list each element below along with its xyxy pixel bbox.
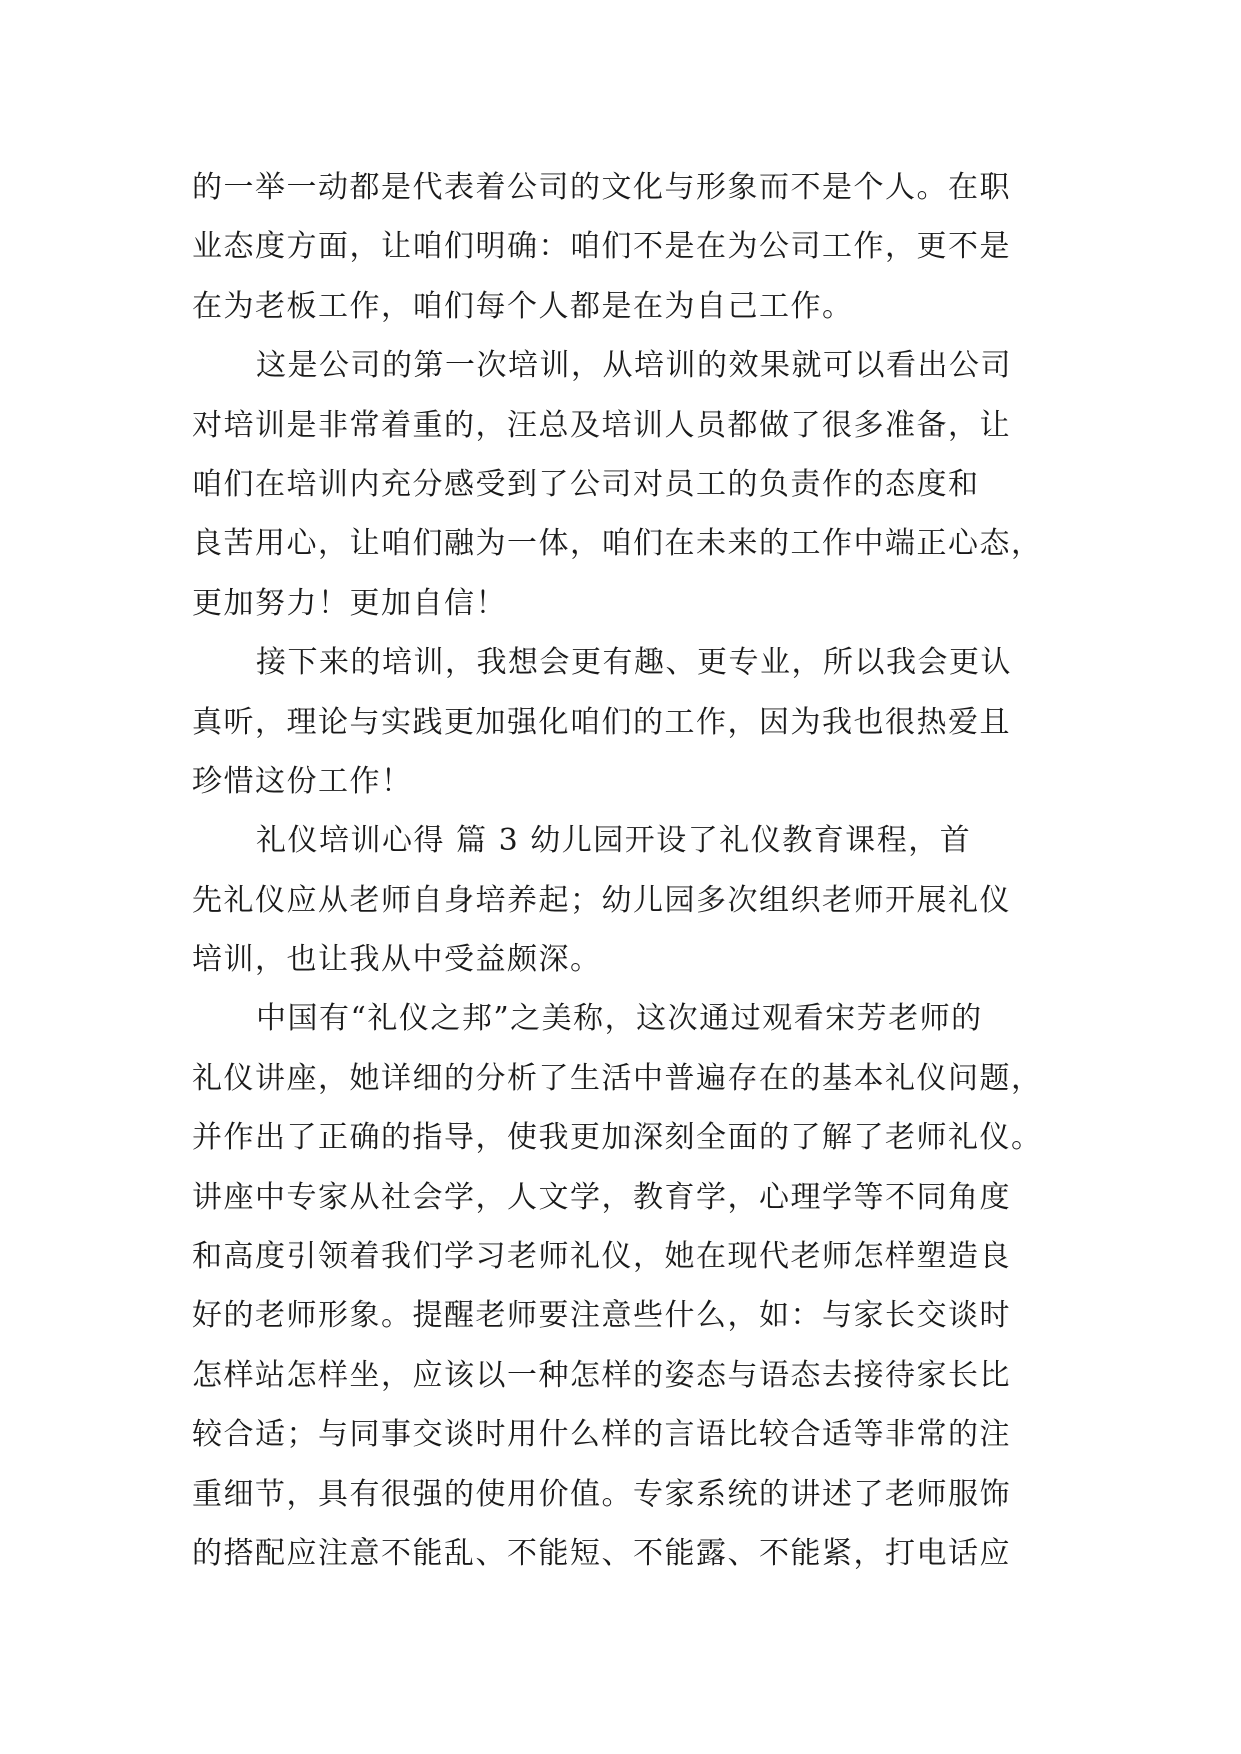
- section-heading-line: 礼仪培训心得 篇 3 幼儿园开设了礼仪教育课程，首: [256, 823, 972, 859]
- paragraph-start-line: 接下来的培训，我想会更有趣、更专业，所以我会更认: [256, 645, 1012, 681]
- text-line: 对培训是非常着重的，汪总及培训人员都做了很多准备，让: [192, 407, 1011, 443]
- body-text: [192, 158, 1052, 1583]
- text-line: 真听，理论与实践更加强化咱们的工作，因为我也很热爱且: [192, 704, 1011, 740]
- text-line: 在为老板工作，咱们每个人都是在为自己工作。: [192, 288, 854, 324]
- text-line: 怎样站怎样坐，应该以一种怎样的姿态与语态去接待家长比: [192, 1357, 1011, 1393]
- text-line: 礼仪讲座，她详细的分析了生活中普遍存在的基本礼仪问题，: [192, 1060, 1043, 1096]
- text-line: 培训，也让我从中受益颇深。: [192, 942, 602, 978]
- paragraph-start-line: 这是公司的第一次培训，从培训的效果就可以看出公司: [256, 348, 1012, 384]
- text-line: 珍惜这份工作！: [192, 763, 413, 799]
- text-line: 讲座中专家从社会学，人文学，教育学，心理学等不同角度: [192, 1179, 1011, 1215]
- text-line: 并作出了正确的指导，使我更加深刻全面的了解了老师礼仪。: [192, 1120, 1043, 1156]
- text-line: 的一举一动都是代表着公司的文化与形象而不是个人。在职: [192, 170, 1011, 205]
- paragraph-start-line: 中国有“礼仪之邦”之美称，这次通过观看宋芳老师的: [256, 1001, 983, 1037]
- text-line: 好的老师形象。提醒老师要注意些什么，如：与家长交谈时: [192, 1298, 1011, 1334]
- text-line: 重细节，具有很强的使用价值。专家系统的讲述了老师服饰: [192, 1476, 1011, 1512]
- text-line: 和高度引领着我们学习老师礼仪，她在现代老师怎样塑造良: [192, 1239, 1011, 1275]
- text-line: 良苦用心，让咱们融为一体，咱们在未来的工作中端正心态，: [192, 526, 1043, 562]
- text-line: 业态度方面，让咱们明确：咱们不是在为公司工作，更不是: [192, 229, 1011, 265]
- text-line: 更加努力！更加自信！: [192, 585, 507, 621]
- text-line: 较合适；与同事交谈时用什么样的言语比较合适等非常的注: [192, 1417, 1011, 1453]
- text-line: 先礼仪应从老师自身培养起；幼儿园多次组织老师开展礼仪: [192, 882, 1011, 918]
- text-line: 的搭配应注意不能乱、不能短、不能露、不能紧，打电话应: [192, 1535, 1011, 1571]
- text-line: 咱们在培训内充分感受到了公司对员工的负责作的态度和: [192, 466, 980, 502]
